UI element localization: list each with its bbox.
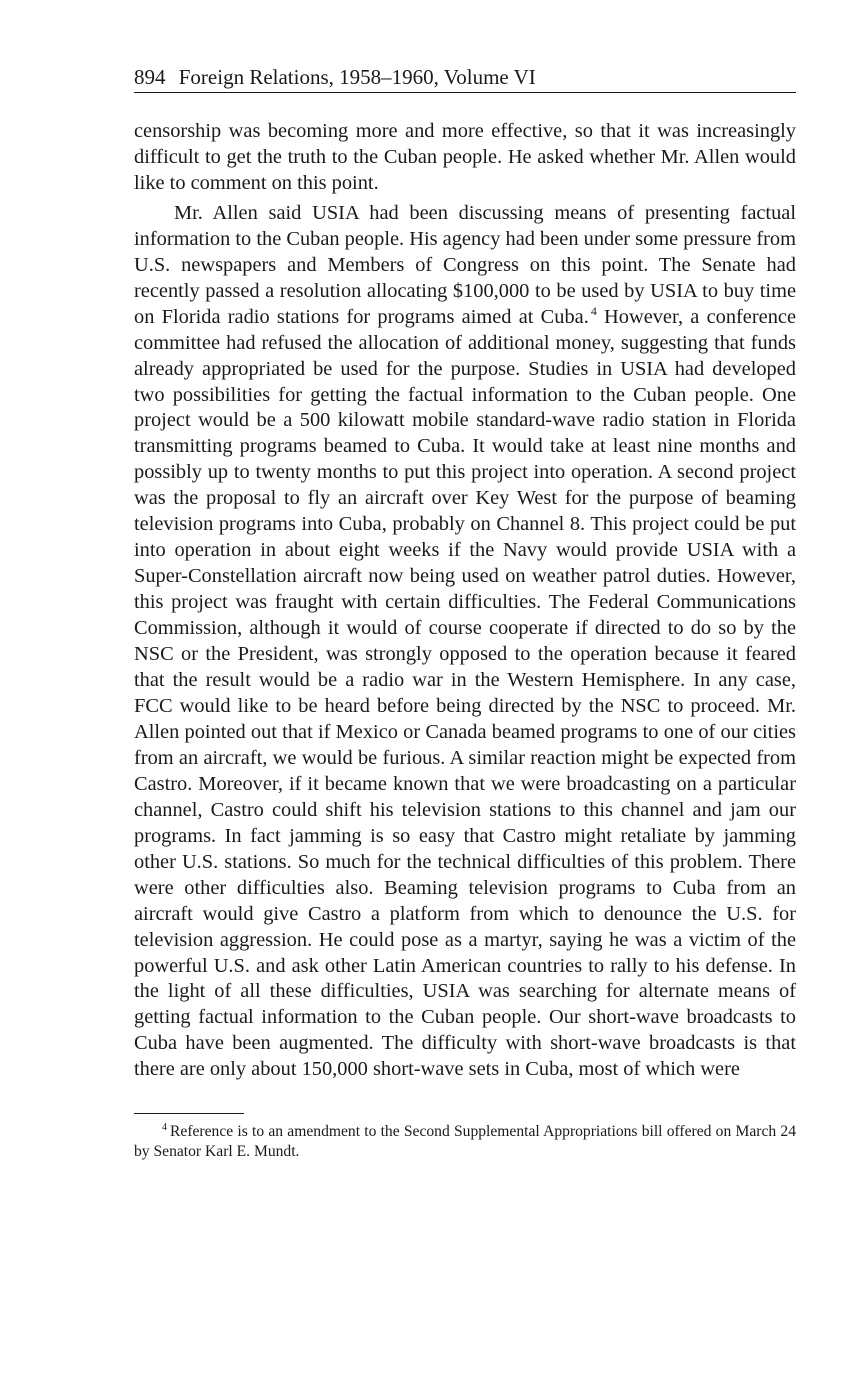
paragraph-text-part-2: However, a conference committee had refused the allocation of additional money, suggesting that funds already appropriated be used for the purpose. Studies in USIA had developed two possibilities for getting the factual information to the Cuban people. One project would be a 500 kilowatt mobile standard-wave radio station in Florida transmitting programs beamed to Cuba. It would take at least nine months and possibly up to twenty months to put this project into operation. A second project was the proposal to fly an aircraft over Key West for the purpose of beaming television programs into Cuba, probably on Channel 8. This project could be put into operation in about eight weeks if the Navy would provide USIA with a Super-Constellation aircraft now being used on weather patrol duties. However, this project was fraught with certain difficulties. The Federal Communications Commission, although it would of course cooperate if directed to do so by the NSC or the President, was strongly opposed to the operation because it feared that the result would be a radio war in the Western Hemisphere. In any case, FCC would like to be heard before being directed by the NSC to proceed. Mr. Allen pointed out that if Mexico or Canada beamed programs to one of our cities from an aircraft, we would be furious. A similar reaction might be expected from Castro. Moreover, if it became known that we were broadcasting on a particular channel, Castro could shift his television stations to this channel and jam our programs. In fact jamming is so easy that Castro might retaliate by jamming other U.S. stations. So much for the technical difficulties of this problem. There were other difficulties also. Beaming television programs to Cuba from an aircraft would give Castro a platform from which to denounce the U.S. for television aggression. He could pose as a martyr, saying he was a victim of the powerful U.S. and ask other Latin American countries to rally to his defense. In the light of all these difficulties, USIA was searching for alternate means of getting factual information to the Cuban people. Our short-wave broadcasts to Cuba have been augmented. The difficulty with short-wave broadcasts is that there are only about 150,000 short-wave sets in Cuba, most of which were xyxy=(134,305,796,1081)
paragraph-continued: censorship was becoming more and more effective, so that it was increasingly difficult to get the truth to the Cuban people. He asked whether Mr. Allen would like to comment on this point. xyxy=(134,120,796,194)
paragraph-text-part-1: Mr. Allen said USIA had been discussing means of presenting factual information to the Cuban people. His agency had been under some pressure from U.S. newspapers and Members of Congress on this point. The Senate had recently passed a resolution allocating $100,000 to be used by USIA to buy time on Florida radio stations for programs aimed at Cuba. xyxy=(134,201,796,328)
body-text xyxy=(134,119,796,1083)
footnote-divider xyxy=(134,1113,244,1114)
paragraph-allen-usia xyxy=(134,201,796,1083)
document-page xyxy=(134,64,796,1162)
footnote-marker: 4 xyxy=(162,1122,167,1134)
page-number: 894 xyxy=(134,65,166,89)
running-title: Foreign Relations, 1958–1960, Volume VI xyxy=(178,65,536,89)
footnote-text: Reference is to an amendment to the Second Supplemental Appropriations bill offered on March 24 by Senator Karl E. Mundt. xyxy=(134,1123,796,1161)
running-header xyxy=(134,64,796,93)
footnote-reference: 4 xyxy=(590,303,597,318)
footnote xyxy=(134,1122,796,1162)
